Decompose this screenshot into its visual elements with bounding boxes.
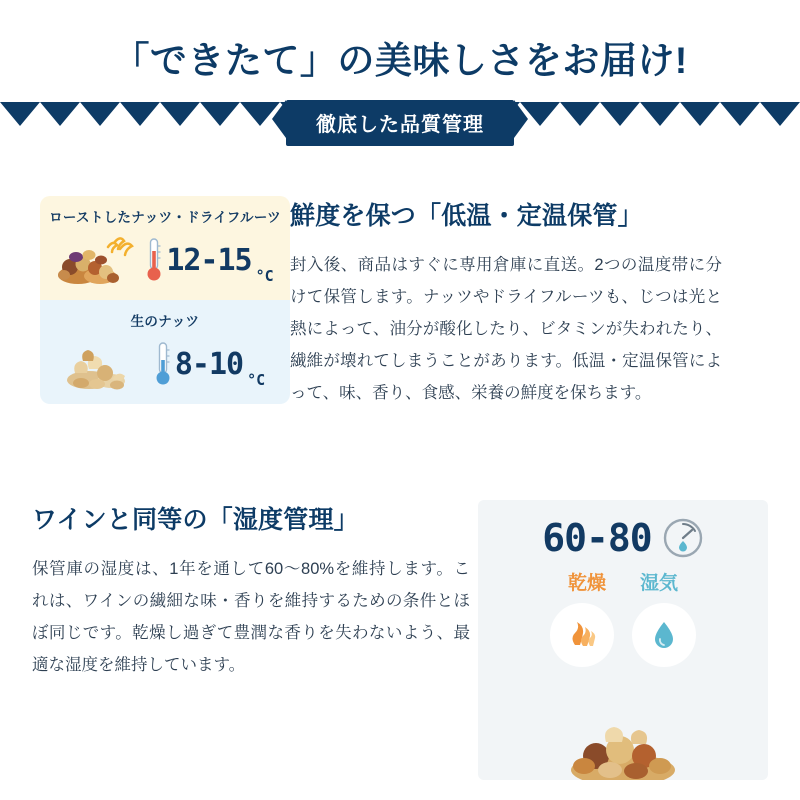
page-header: [0, 0, 800, 84]
heat-waves-icon: [550, 603, 614, 667]
thermometer-cool-icon: [155, 341, 171, 387]
humidity-label-wet: 湿気: [640, 573, 679, 594]
temperature-card-raw-label: 生のナッツ: [130, 314, 200, 329]
humidity-body: 保管庫の湿度は、1年を通して60〜80%を維持します。これは、ワインの繊細な味・香りを維持するための条件とほぼ同じです。乾燥し過ぎて豊潤な香りを失わないよう、最適な湿度を維持しています。: [32, 559, 470, 675]
raw-nuts-icon: [65, 335, 151, 393]
temperature-card-roasted-value: 12-15: [166, 242, 252, 278]
temperature-card-roasted-row: [40, 228, 290, 292]
mixed-nuts-icon: [548, 700, 698, 780]
temperature-card-raw-unit: °C: [247, 371, 266, 389]
temperature-card-roasted-label: ローストしたナッツ・ドライフルーツ: [49, 210, 281, 225]
humidity-card-wrap: [470, 500, 800, 780]
temperature-body: 封入後、商品はすぐに専用倉庫に直送。2つの温度帯に分けて保管します。ナッツやドライフルーツも、じつは光と熱によって、油分が酸化したり、ビタミンが失われたり、繊維が壊れてしまうことがあります。低温・定温保管によって、味、香り、食感、栄養の鮮度を保ちます。: [290, 255, 722, 403]
ribbon-label: 徹底した品質管理: [286, 100, 514, 146]
humidity-gauge-icon: [662, 517, 704, 559]
temperature-card-group: [40, 196, 290, 404]
humidity-section: [0, 500, 800, 780]
temperature-card-raw: [40, 300, 290, 404]
water-drop-icon: [632, 603, 696, 667]
thermometer-warm-icon: [146, 237, 162, 283]
temperature-cards: [0, 196, 290, 426]
zigzag-band: [0, 102, 800, 148]
humidity-label-row: [478, 568, 768, 595]
temperature-section: [0, 196, 800, 426]
humidity-label-dry: 乾燥: [567, 573, 606, 594]
page-title: 「できたて」の美味しさをお届け!: [112, 40, 688, 81]
humidity-card: [478, 500, 768, 780]
temperature-card-raw-row: [40, 332, 290, 396]
humidity-heading: ワインと同等の「湿度管理」: [32, 506, 359, 534]
humidity-text-block: [0, 500, 470, 780]
temperature-heading: 鮮度を保つ「低温・定温保管」: [290, 202, 643, 230]
temperature-card-raw-value: 8-10: [174, 346, 244, 382]
temperature-card-roasted-unit: °C: [255, 267, 274, 285]
humidity-value: 60-80: [542, 516, 652, 560]
humidity-icon-row: [478, 603, 768, 667]
humidity-value-row: [478, 516, 768, 560]
roasted-nuts-icon: [56, 231, 142, 289]
temperature-card-roasted: [40, 196, 290, 300]
temperature-text-block: [290, 196, 760, 426]
